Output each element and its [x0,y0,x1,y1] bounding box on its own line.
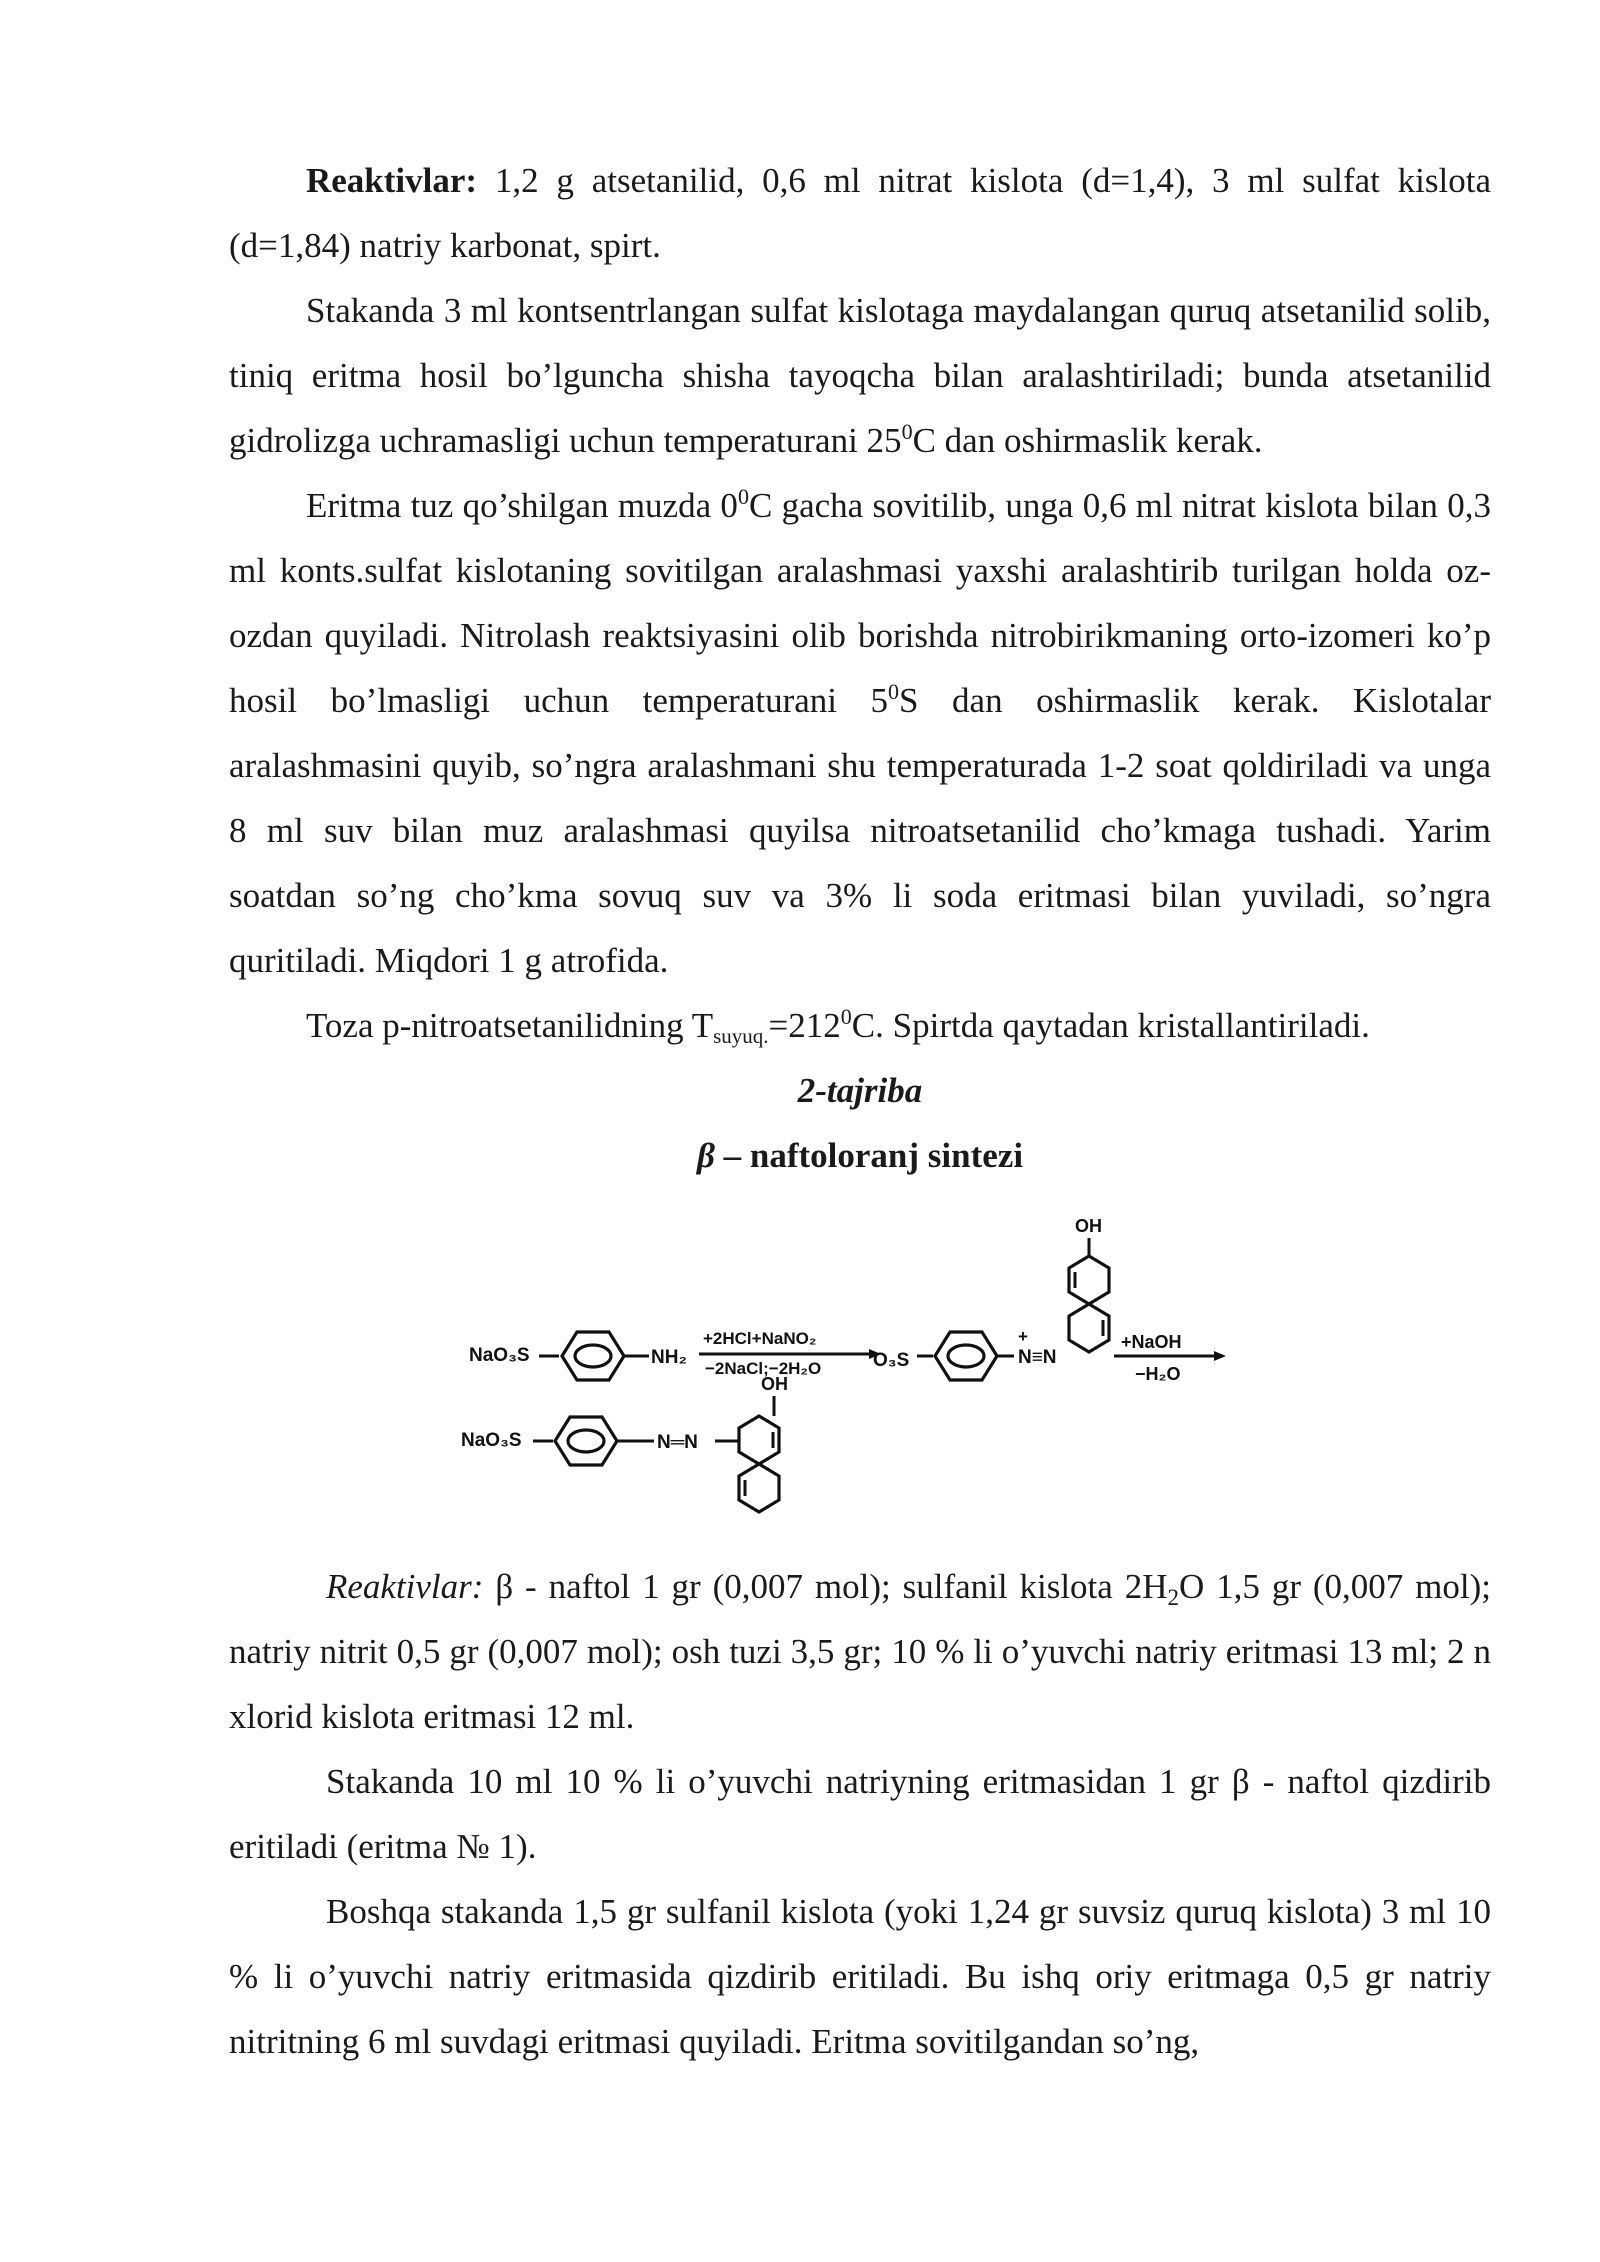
text-run: C dan oshirmaslik kerak. [912,421,1263,460]
reaction-scheme [229,1206,1491,1536]
scheme-plus-charge: + [1018,1327,1028,1346]
text-run: C gacha sovitilib, unga 0,6 ml nitrat kislota bilan 0,3 ml konts.sulfat kislotaning sovitilgan aralashmasi yaxshi aralashtirib turilgan holda oz-ozdan quyiladi. Nitrolash reaktsiyasini olib borishda nitrobirikmaning orto-izomeri ko’p hosil bo’lmasligi uchun temperaturani 5 [229,486,1491,720]
degree-superscript: 0 [737,484,749,509]
scheme-reagents-top: +2HCl+NaNO₂ [703,1329,817,1348]
scheme-label-nao3s-product: NaO₃S [461,1430,522,1451]
benzene-ring [935,1332,997,1380]
beta-symbol: β [696,1136,715,1175]
scheme-label-oh-bottom: OH [761,1374,788,1394]
benzene-ring [555,1417,617,1465]
scheme-label-naoh: +NaOH [1121,1332,1182,1352]
paragraph-melting-point [229,993,1491,1058]
reagents-text: 1,2 g atsetanilid, 0,6 ml nitrat kislota (d=1,4), 3 ml sulfat kislota (d=1,84) natriy karbonat, spirt. [229,161,1491,265]
scheme-label-nh2: NH₂ [651,1347,687,1368]
text-run: =212 [768,1006,841,1045]
experiment-title [229,1123,1491,1188]
arrow-head [1214,1351,1226,1361]
degree-superscript: 0 [888,679,900,704]
paragraph-reagents-2 [229,1554,1491,1749]
scheme-label-oh-top: OH [1075,1216,1102,1236]
paragraph-reagents-1 [229,148,1491,278]
document-page [229,148,1491,2074]
scheme-label-o3s: O₃S [873,1350,910,1371]
degree-superscript: 0 [901,419,913,444]
naphthalene-ring [739,1416,779,1512]
paragraph-solution-2: Boshqa stakanda 1,5 gr sulfanil kislota (yoki 1,24 gr suvsiz quruq kislota) 3 ml 10 % li o’yuvchi natriy eritmasida qizdirib eritiladi. Bu ishq oriy eritmaga 0,5 gr natriy nitritning 6 ml suvdagi eritmasi quyiladi. Eritma sovitilgandan so’ng, [229,1892,1491,2061]
paragraph-procedure-2 [229,473,1491,993]
scheme-reagents-bottom: −2NaCl;−2H₂O [705,1359,822,1378]
naphthalene-ring [1069,1256,1109,1352]
scheme-label-nao3s: NaO₃S [469,1345,530,1366]
reagents-label-italic: Reaktivlar: [326,1567,484,1606]
paragraph-procedure-1 [229,278,1491,473]
scheme-label-azo: N═N [657,1432,698,1453]
degree-superscript: 0 [840,1004,852,1029]
text-run: S dan oshirmaslik kerak. Kislotalar aralashmasini quyib, so’ngra aralashmani shu temperaturada 1-2 soat qoldiriladi va unga 8 ml suv bilan muz aralashmasi quyilsa nitroatsetanilid cho’kmaga tushadi. Yarim soatdan so’ng cho’kma sovuq suv va 3% li soda eritmasi bilan yuviladi, so’ngra quritiladi. Miqdori 1 g atrofida. [229,681,1491,980]
subscript: 2 [1167,1585,1179,1610]
text-run: C. Spirtda qaytadan kristallantiriladi. [851,1006,1370,1045]
experiment-heading: 2-tajriba [797,1071,923,1110]
reagents-label: Reaktivlar: [306,161,478,200]
benzene-ring [562,1332,624,1380]
text-run: β - naftol 1 gr (0,007 mol); sulfanil kislota 2H [483,1567,1168,1606]
text-run: Eritma tuz qo’shilgan muzda 0 [306,486,738,525]
scheme-label-h2o: −H₂O [1135,1364,1181,1384]
scheme-label-diazonium: N≡N [1018,1347,1057,1368]
text-run: Stakanda 3 ml kontsentrlangan sulfat kislotaga maydalangan quruq atsetanilid solib, tiniq eritma hosil bo’lguncha shisha tayoqcha bilan aralashtiriladi; bunda atsetanilid gidrolizga uchramasligi uchun temperaturani 25 [229,291,1491,460]
text-run: O 1,5 gr (0,007 mol); natriy nitrit 0,5 gr (0,007 mol); osh tuzi 3,5 gr; 10 % li o’yuvchi natriy eritmasi 13 ml; 2 n xlorid kislota eritmasi 12 ml. [229,1567,1492,1736]
title-text: – naftoloranj sintezi [714,1136,1024,1175]
subscript: suyuq. [713,1024,769,1048]
text-run: Toza p-nitroatsetanilidning T [306,1006,714,1045]
paragraph-solution-1: Stakanda 10 ml 10 % li o’yuvchi natriyning eritmasidan 1 gr β - naftol qizdirib eritiladi (eritma № 1). [229,1762,1491,1866]
